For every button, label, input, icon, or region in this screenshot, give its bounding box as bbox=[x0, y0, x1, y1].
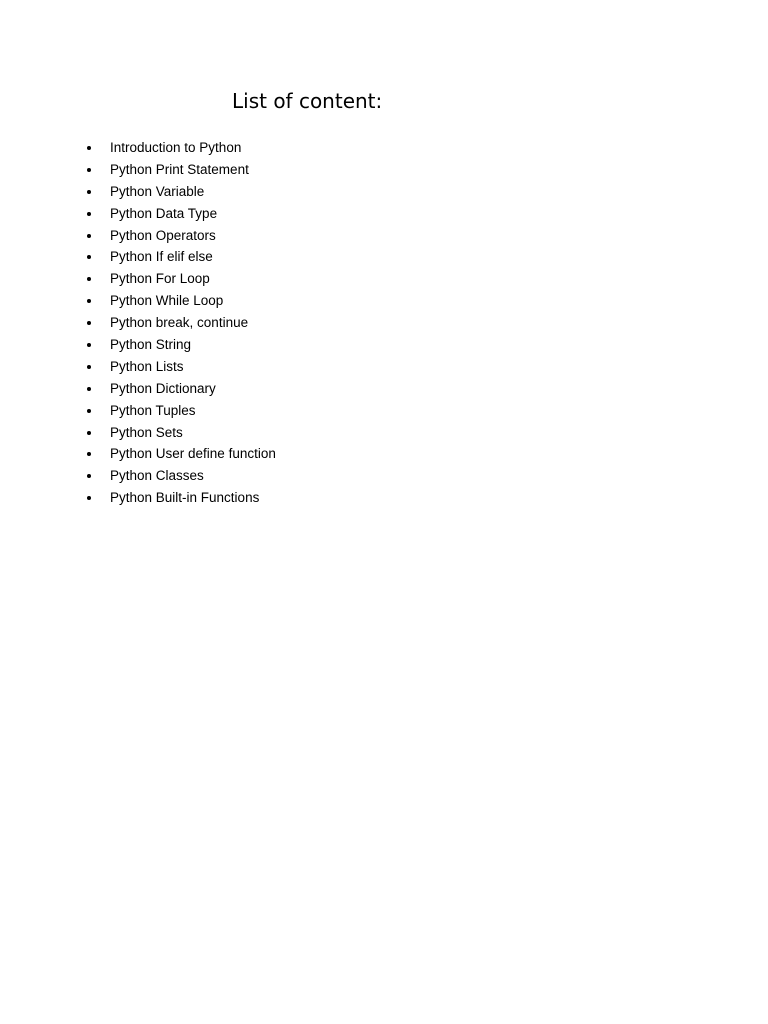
list-item-label: Python While Loop bbox=[110, 293, 224, 309]
list-item-label: Python Variable bbox=[110, 183, 205, 199]
list-item-label: Python Classes bbox=[110, 468, 204, 484]
list-item-label: Python For Loop bbox=[110, 271, 210, 287]
list-item-label: Python Operators bbox=[110, 227, 216, 243]
bullet-icon bbox=[87, 277, 91, 281]
list-item-label: Python If elif else bbox=[110, 249, 213, 265]
list-item-label: Python Print Statement bbox=[110, 161, 249, 177]
bullet-icon bbox=[87, 365, 91, 369]
bullet-icon bbox=[87, 387, 91, 391]
list-item-label: Python break, continue bbox=[110, 315, 249, 331]
list-item-label: Python String bbox=[110, 337, 192, 353]
list-item-label: Python Data Type bbox=[110, 205, 218, 221]
bullet-icon bbox=[87, 431, 91, 435]
bullet-icon bbox=[87, 409, 91, 413]
bullet-icon bbox=[87, 299, 91, 303]
bullet-icon bbox=[87, 168, 91, 172]
bullet-icon bbox=[87, 343, 91, 347]
list-item-label: Introduction to Python bbox=[110, 140, 242, 155]
bullet-icon bbox=[87, 321, 91, 325]
list-item-label: Python Lists bbox=[110, 358, 184, 374]
bullet-icon bbox=[87, 212, 91, 216]
bullet-icon bbox=[87, 474, 91, 478]
page-title: List of content: bbox=[232, 89, 383, 113]
bullet-icon bbox=[87, 496, 91, 500]
list-item-label: Python Sets bbox=[110, 424, 183, 440]
bullet-icon bbox=[87, 255, 91, 259]
bullet-icon bbox=[87, 146, 91, 150]
list-item-label: Python Tuples bbox=[110, 402, 196, 418]
bullet-icon bbox=[87, 190, 91, 194]
bullet-icon bbox=[87, 234, 91, 238]
list-item-label: Python User define function bbox=[110, 446, 276, 462]
list-item-label: Python Dictionary bbox=[110, 380, 216, 396]
list-item-label: Python Built-in Functions bbox=[110, 490, 260, 506]
bullet-icon bbox=[87, 452, 91, 456]
